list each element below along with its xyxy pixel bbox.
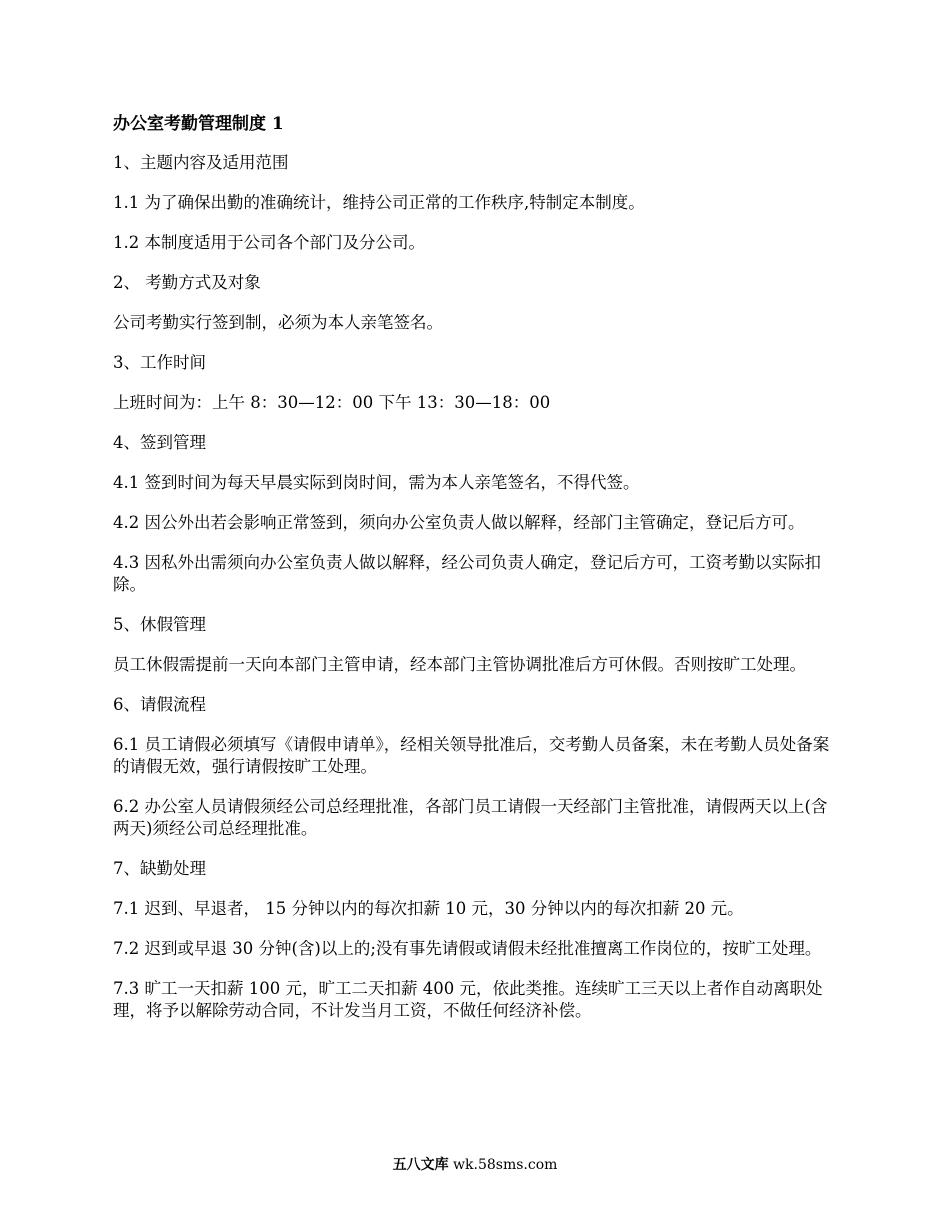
clause-7-1: 7.1 迟到、早退者， 15 分钟以内的每次扣薪 10 元，30 分钟以内的每次扣薪 20 元。 [113, 899, 744, 918]
section-heading-absence: 7、缺勤处理 [113, 859, 206, 878]
footer-brand: 五八文库 [392, 1157, 449, 1173]
clause-6-1: 6.1 员工请假必须填写《请假申请单》，经相关领导批准后，交考勤人员备案，未在考勤人员处备案的请假无效，强行请假按旷工处理。 [113, 735, 830, 776]
clause-7-2: 7.2 迟到或早退 30 分钟(含)以上的;没有事先请假或请假未经批准擅离工作岗位的，按旷工处理。 [113, 939, 822, 958]
page-footer [0, 1155, 950, 1175]
clause-7-3: 7.3 旷工一天扣薪 100 元，旷工二天扣薪 400 元，依此类推。连续旷工三天以上者作自动离职处理，将予以解除劳动合同，不计发当月工资，不做任何经济补偿。 [113, 979, 823, 1020]
clause-4-3: 4.3 因私外出需须向办公室负责人做以解释，经公司负责人确定，登记后方可，工资考勤以实际扣除。 [113, 553, 821, 594]
clause-4-2: 4.2 因公外出若会影响正常签到，须向办公室负责人做以解释，经部门主管确定，登记后方可。 [113, 513, 805, 532]
document-body [113, 112, 843, 1040]
section-heading-sign-in: 4、签到管理 [113, 433, 206, 452]
clause-6-2: 6.2 办公室人员请假须经公司总经理批准，各部门员工请假一天经部门主管批准，请假两天以上(含两天)须经公司总经理批准。 [113, 797, 828, 838]
section-heading-leave: 5、休假管理 [113, 615, 206, 634]
section-heading-work-hours: 3、工作时间 [113, 353, 206, 372]
work-hours-text: 上班时间为：上午 8：30—12：00 下午 13：30—18：00 [113, 393, 551, 412]
clause-4-1: 4.1 签到时间为每天早晨实际到岗时间，需为本人亲笔签名，不得代签。 [113, 473, 640, 492]
section-heading-leave-process: 6、请假流程 [113, 695, 206, 714]
footer-site: wk.58sms.com [448, 1157, 558, 1173]
attendance-method-text: 公司考勤实行签到制，必须为本人亲笔签名。 [113, 313, 443, 332]
section-heading-attendance-method: 2、 考勤方式及对象 [113, 273, 261, 292]
clause-1-1: 1.1 为了确保出勤的准确统计，维持公司正常的工作秩序,特制定本制度。 [113, 193, 645, 212]
section-heading-scope: 1、主题内容及适用范围 [113, 153, 289, 172]
leave-text: 员工休假需提前一天向本部门主管申请，经本部门主管协调批准后方可休假。否则按旷工处理。 [113, 655, 806, 674]
document-title: 办公室考勤管理制度 1 [113, 114, 284, 134]
clause-1-2: 1.2 本制度适用于公司各个部门及分公司。 [113, 233, 425, 252]
